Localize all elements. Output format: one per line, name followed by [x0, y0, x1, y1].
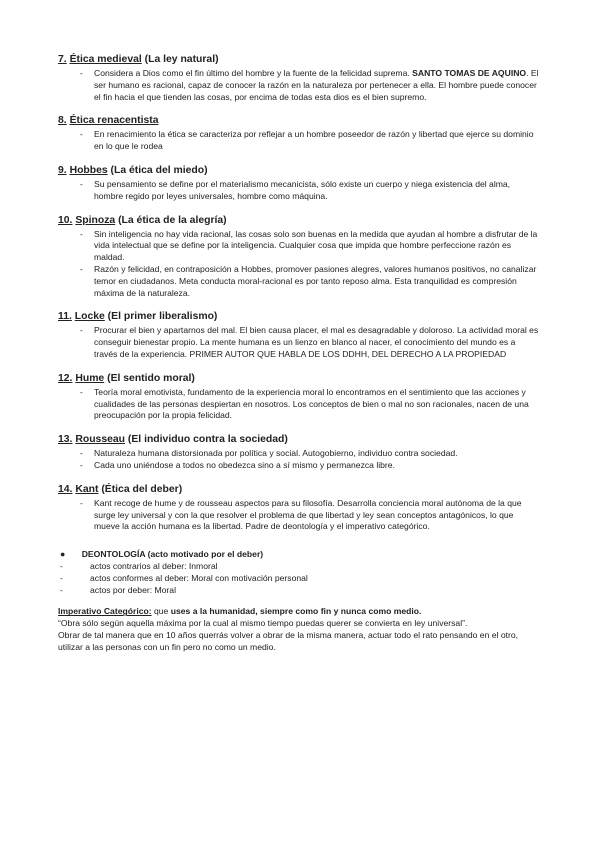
deontologia-heading	[58, 549, 540, 561]
list-item	[94, 325, 540, 360]
section-title-underlined: 10.	[58, 214, 73, 226]
item-text-pre: Naturaleza humana distorsionada por política y social. Autogobierno, individuo contra sociedad.	[94, 448, 458, 459]
list-item	[58, 561, 540, 573]
section-title-name: Rousseau	[75, 434, 126, 446]
deontologia-block	[58, 549, 540, 596]
section-title-name: Kant	[75, 483, 99, 495]
list-item	[94, 387, 540, 422]
imperativo-block	[58, 606, 540, 653]
list-item	[94, 448, 540, 460]
section-9	[58, 163, 540, 203]
deontologia-label: DEONTOLOGÍA (acto motivado por el deber)	[81, 549, 264, 560]
imperativo-quote: “Obra sólo según aquella máxima por la cual al mismo tiempo puedas querer se convierta en ley universal”.	[58, 618, 468, 629]
item-text-pre: Razón y felicidad, en contraposición a Hobbes, promover pasiones alegres, valores humanos positivos, no canalizar temor en ciudadanos. Meta conducta moral-racional es por tanto reposo alma. Esta tranquilidad es compresión máxima de la naturaleza.	[94, 263, 537, 298]
section-heading	[58, 213, 540, 228]
item-text: actos por deber: Moral	[90, 584, 176, 595]
section-items	[58, 448, 540, 472]
section-title-name: Ética medieval	[69, 54, 142, 65]
section-items	[58, 68, 540, 103]
section-title-rest: (El sentido moral)	[104, 372, 195, 384]
section-title-rest: (Ética del deber)	[98, 483, 183, 495]
deontologia-list	[58, 561, 540, 596]
section-heading	[58, 52, 540, 67]
imperativo-line	[58, 606, 540, 618]
section-7	[58, 52, 540, 103]
item-text-pre: Sin inteligencia no hay vida racional, las cosas solo son buenas en la medida que ayudan al hombre a disfrutar de la vida intelectual que se define por la inteligencia. Cualquier cosa que impida que hombre perfeccione razón es maldad.	[94, 228, 538, 263]
item-text-pre: Teoría moral emotivista, fundamento de la experiencia moral lo encontramos en el sentimiento que las acciones y cualidades de las personas despiertan en nosotros. Los conceptos de bien o mal no son racionales, nacen de una preocupación por la propia felicidad.	[94, 386, 529, 421]
dash-marker: -	[60, 572, 63, 583]
item-text-pre: Considera a Dios como el fin último del hombre y la fuente de la felicidad suprema.	[94, 68, 413, 78]
list-item	[94, 264, 540, 299]
section-title-name: Hume	[75, 372, 105, 384]
item-text-bold: SANTO TOMAS DE AQUINO	[412, 68, 527, 78]
section-title-rest: (El primer liberalismo)	[104, 311, 218, 323]
item-text-pre: Su pensamiento se define por el materialismo mecanicista, sólo existe un cuerpo y niega existencia del alma, hombre regido por leyes universales, hombre como máquina.	[94, 178, 511, 201]
section-title-rest: (La ley natural)	[141, 54, 219, 65]
section-title-name: Locke	[74, 311, 105, 323]
section-13	[58, 432, 540, 472]
section-11	[58, 309, 540, 360]
section-12	[58, 371, 540, 422]
list-item	[94, 68, 540, 103]
section-title-underlined: 11.	[58, 311, 72, 323]
list-item	[94, 498, 540, 533]
section-items	[58, 325, 540, 360]
section-heading	[58, 432, 540, 447]
section-items	[58, 498, 540, 533]
item-text-pre: Procurar el bien y apartarnos del mal. El bien causa placer, el mal es desagradable y doloroso. La actividad moral es conseguir bienestar propio. La mente humana es un lienzo en blanco al nacer, el conocimiento del mundo es a través de la experiencia. PRIMER AUTOR QUE HABLA DE LOS DDHH, DEL DERECHO A LA PROPIEDAD	[94, 325, 539, 359]
section-title-rest: (El individuo contra la sociedad)	[125, 434, 288, 446]
section-items	[58, 129, 540, 153]
list-item	[94, 179, 540, 203]
list-item	[94, 129, 540, 153]
imperativo-lead: que	[151, 606, 171, 617]
section-title-underlined: 7.	[58, 54, 67, 65]
section-title-name: Spinoza	[75, 214, 116, 226]
imperativo-title: Imperativo Categórico:	[58, 606, 152, 617]
section-title-underlined: 13.	[58, 434, 73, 446]
section-title-rest: (La ética del miedo)	[107, 164, 208, 176]
item-text-pre: Kant recoge de hume y de rousseau aspectos para su filosofía. Desarrolla conciencia moral autónoma de la que surge ley universal y con la que resolver el problema de que libertad y ley sean conceptos antagónicos, lo que mueve la acción humana es la libertad. Padre de deontología y el imperativo categórico.	[94, 497, 522, 532]
section-title-name: Ética renacentista	[69, 115, 159, 127]
bullet-icon: ●	[60, 549, 66, 560]
section-14	[58, 482, 540, 533]
section-heading	[58, 309, 540, 324]
dash-marker: -	[60, 584, 63, 595]
list-item	[94, 460, 540, 472]
section-items	[58, 387, 540, 422]
section-title-underlined: 12.	[58, 372, 73, 384]
sections-container	[58, 52, 540, 533]
list-item	[94, 229, 540, 264]
section-heading	[58, 371, 540, 386]
list-item	[58, 585, 540, 597]
section-title-underlined: 8.	[58, 115, 67, 127]
item-text-post: . El ser humano es racional, capaz de conocer la razón en la naturaleza por pertenecer a ella. El hombre puede conocer el fin hacia el que tienden las cosas, por encima de todas esta dios es el bien supremo.	[94, 68, 539, 102]
imperativo-bold: uses a la humanidad, siempre como fin y nunca como medio.	[170, 606, 422, 617]
imperativo-body: Obrar de tal manera que en 10 años querrás volver a obrar de la misma manera, actuar todo el rato pensando en el otro, utilizar a las personas con un fin pero no como un medio.	[58, 629, 519, 652]
item-text-pre: Cada uno uniéndose a todos no obedezca sino a sí mismo y permanezca libre.	[94, 459, 395, 470]
item-text: actos conformes al deber: Moral con motivación personal	[90, 572, 308, 583]
section-title-rest: (La ética de la alegría)	[115, 214, 227, 226]
item-text: actos contrarios al deber: Inmoral	[90, 560, 218, 571]
dash-marker: -	[60, 560, 63, 571]
list-item	[58, 573, 540, 585]
section-title-underlined: 9.	[58, 164, 67, 176]
section-10	[58, 213, 540, 300]
section-items	[58, 229, 540, 300]
section-heading	[58, 482, 540, 497]
item-text-pre: En renacimiento la ética se caracteriza por reflejar a un hombre poseedor de razón y libertad que ejerce su dominio en lo que le rodea	[94, 129, 534, 152]
section-items	[58, 179, 540, 203]
section-8	[58, 113, 540, 153]
section-title-name: Hobbes	[69, 164, 108, 176]
section-heading	[58, 113, 540, 128]
section-title-underlined: 14.	[58, 483, 73, 495]
section-heading	[58, 163, 540, 178]
